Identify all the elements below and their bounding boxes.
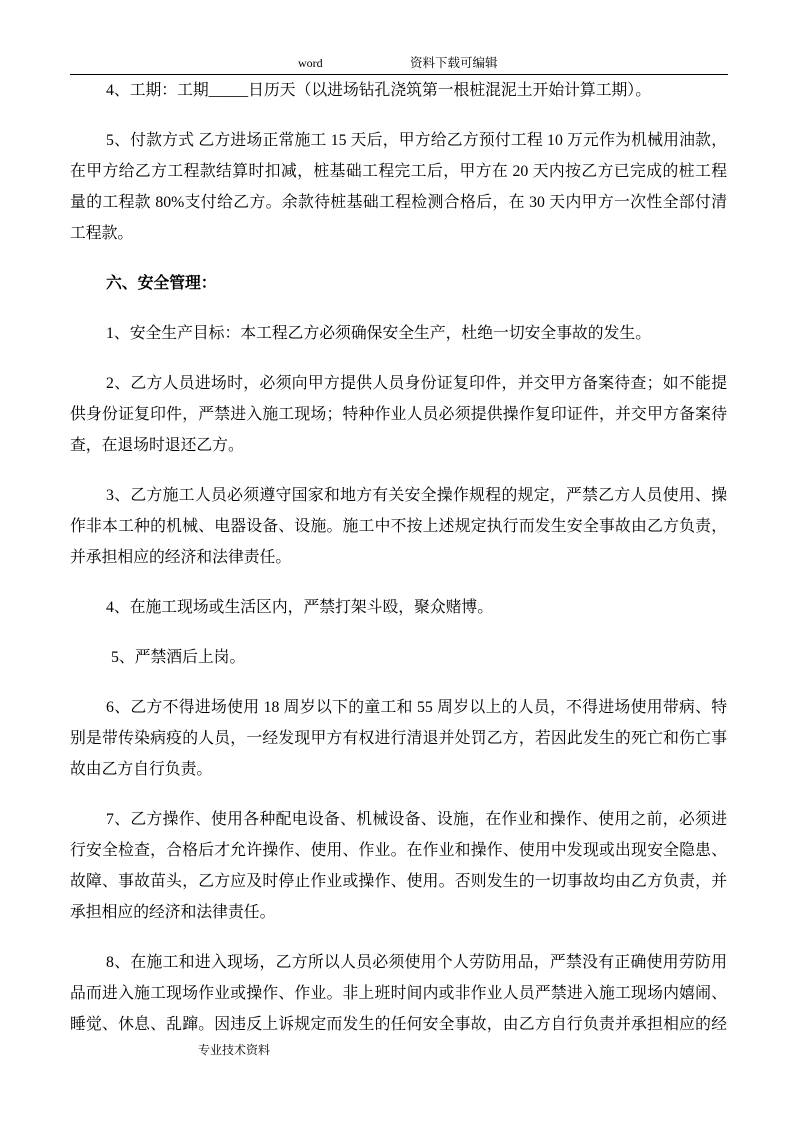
paragraph-line: 行安全检查，合格后才允许操作、使用、作业。在作业和操作、使用中发现或出现安全隐患、	[70, 842, 727, 859]
section-heading-safety	[70, 268, 727, 299]
paragraph-line: 查，在退场时退还乙方。	[70, 437, 244, 454]
paragraph-line: 5、严禁酒后上岗。	[111, 649, 246, 666]
clause-construction-period	[70, 75, 727, 106]
paragraph-line: 在甲方给乙方工程款结算时扣减，桩基础工程完工后，甲方在 20 天内按乙方已完成的桩工程	[70, 163, 727, 180]
paragraph-line: 量的工程款 80%支付给乙方。余款待桩基础工程检测合格后，在 30 天内甲方一次性全部付清	[70, 194, 727, 211]
clause-safety-goal	[70, 318, 727, 349]
clause-equipment-inspection	[70, 804, 727, 928]
header-editable-label: 资料下载可编辑	[410, 56, 498, 70]
paragraph-line: 2、乙方人员进场时，必须向甲方提供人员身份证复印件，并交甲方备案待查；如不能提	[106, 375, 727, 392]
section-heading: 六、安全管理：	[106, 275, 217, 292]
document-body	[70, 75, 727, 1059]
clause-safety-regulations	[70, 480, 727, 573]
paragraph-line: 并承担相应的经济和法律责任。	[70, 549, 292, 566]
paragraph-line: 供身份证复印件，严禁进入施工现场；特种作业人员必须提供操作复印证件，并交甲方备案待	[70, 406, 727, 423]
paragraph-line: 故障、事故苗头，乙方应及时停止作业或操作、使用。否则发生的一切事故均由乙方负责，并	[70, 873, 727, 890]
paragraph-line: 睡觉、休息、乱蹿。因违反上诉规定而发生的任何安全事故，由乙方自行负责并承担相应的经	[70, 1016, 727, 1033]
paragraph-line: 承担相应的经济和法律责任。	[70, 904, 276, 921]
footer-label: 专业技术资料	[198, 1043, 271, 1057]
clause-no-fighting	[70, 592, 727, 623]
clause-age-health	[70, 692, 727, 785]
paragraph-line: 故由乙方自行负责。	[70, 761, 213, 778]
paragraph-line: 工程款。	[70, 225, 134, 242]
clause-personnel-id	[70, 368, 727, 461]
paragraph-line: 4、在施工现场或生活区内，严禁打架斗殴，聚众赌博。	[106, 599, 494, 616]
paragraph-line: 6、乙方不得进场使用 18 周岁以下的童工和 55 周岁以上的人员，不得进场使用带病、特	[106, 699, 727, 716]
paragraph-line: 作非本工种的机械、电器设备、设施。施工中不按上述规定执行而发生安全事故由乙方负责，	[70, 518, 727, 535]
header-word-label: word	[298, 56, 323, 70]
clause-no-drinking	[70, 642, 727, 673]
clause-payment-method	[70, 125, 727, 249]
paragraph-line: 3、乙方施工人员必须遵守国家和地方有关安全操作规程的规定，严禁乙方人员使用、操	[106, 487, 727, 504]
paragraph-line: 4、工期：工期_____日历天（以进场钻孔浇筑第一根桩混泥土开始计算工期）。	[106, 82, 651, 99]
clause-protective-equipment	[70, 947, 727, 1040]
paragraph-line: 别是带传染病疫的人员，一经发现甲方有权进行清退并处罚乙方，若因此发生的死亡和伤亡事	[70, 730, 727, 747]
paragraph-line: 5、付款方式 乙方进场正常施工 15 天后，甲方给乙方预付工程 10 万元作为机械用油款，	[106, 132, 727, 149]
paragraph-line: 7、乙方操作、使用各种配电设备、机械设备、设施，在作业和操作、使用之前，必须进	[106, 811, 727, 828]
paragraph-line: 1、安全生产目标：本工程乙方必须确保安全生产，杜绝一切安全事故的发生。	[106, 325, 651, 342]
paragraph-line: 品而进入施工现场作业或操作、作业。非上班时间内或非作业人员严禁进入施工现场内嬉闹、	[70, 985, 727, 1002]
paragraph-line: 8、在施工和进入现场，乙方所以人员必须使用个人劳防用品，严禁没有正确使用劳防用	[106, 954, 727, 971]
